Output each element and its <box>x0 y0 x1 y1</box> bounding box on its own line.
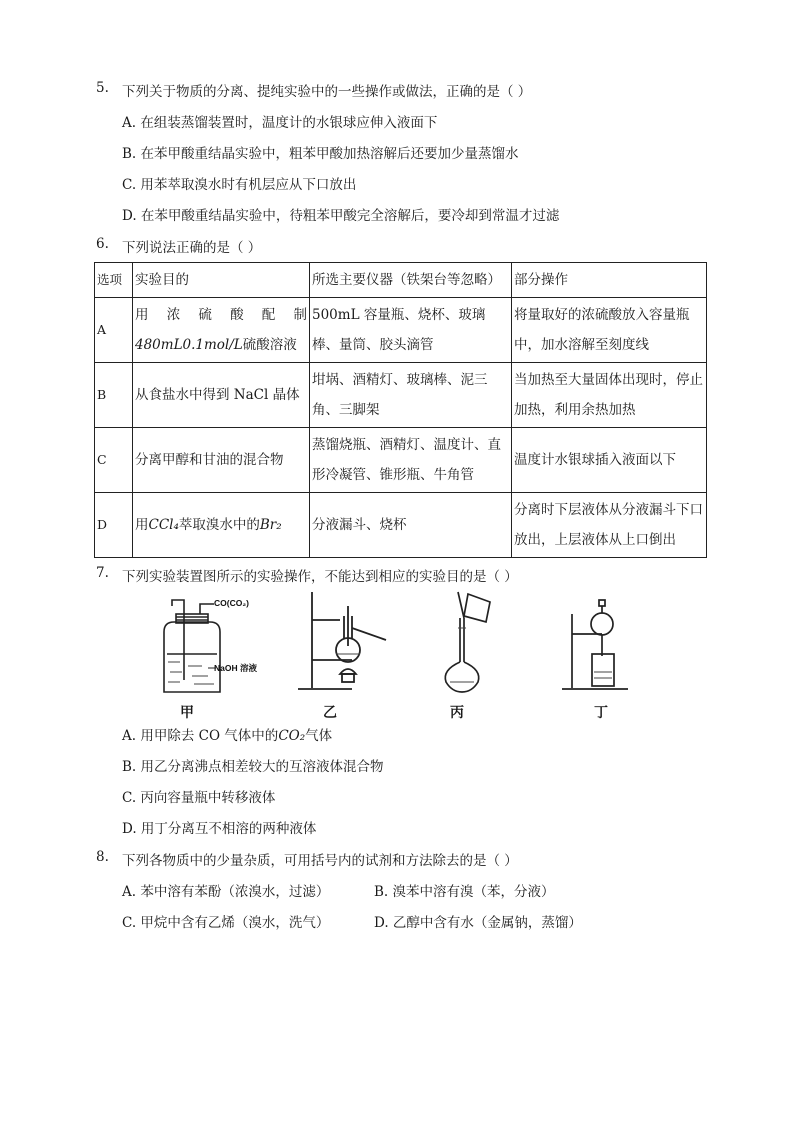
figure-label-yi: 乙 <box>323 705 337 721</box>
q8-option-b: B. 溴苯中溶有溴（苯，分液） <box>374 884 555 900</box>
purpose-math-br2: Br₂ <box>259 517 282 533</box>
solution-label: NaOH 溶液 <box>214 663 257 673</box>
purpose-pre: 用 <box>135 517 149 533</box>
q7-option-a-math: CO₂ <box>278 728 306 744</box>
q6-stem: 下列说法正确的是（ ） <box>122 240 262 256</box>
purpose-cell: 从食盐水中得到 NaCl 晶体 <box>133 363 310 428</box>
purpose-cell <box>133 493 310 558</box>
row-label: A <box>95 298 133 363</box>
q5-option-a: A. 在组装蒸馏装置时，温度计的水银球应伸入液面下 <box>122 115 438 131</box>
instruments-cell: 分液漏斗、烧杯 <box>310 493 512 558</box>
q7-option-a <box>122 724 332 744</box>
q7-option-a-pre: A. 用甲除去 CO 气体中的 <box>122 728 279 744</box>
header-cell: 部分操作 <box>512 263 707 298</box>
q7-option-c: C. 丙向容量瓶中转移液体 <box>122 790 276 806</box>
q5-number: 5. <box>96 80 109 96</box>
figure-label-bing: 丙 <box>450 705 464 721</box>
purpose-mid: 萃取溴水中的 <box>178 517 260 533</box>
table-row <box>95 428 707 493</box>
distillation-figure <box>292 588 392 694</box>
q5-option-c: C. 用苯萃取溴水时有机层应从下口放出 <box>122 177 357 193</box>
operation-cell: 温度计水银球插入液面以下 <box>512 428 707 493</box>
table-row <box>95 298 707 363</box>
q8-stem: 下列各物质中的少量杂质，可用括号内的试剂和方法除去的是（ ） <box>122 853 518 869</box>
purpose-cell: 分离甲醇和甘油的混合物 <box>133 428 310 493</box>
q8-number: 8. <box>96 849 109 865</box>
instruments-cell: 蒸馏烧瓶、酒精灯、温度计、直形冷凝管、锥形瓶、牛角管 <box>310 428 512 493</box>
q8-option-c: C. 甲烷中含有乙烯（溴水，洗气） <box>122 915 330 931</box>
q5-option-b: B. 在苯甲酸重结晶实验中，粗苯甲酸加热溶解后还要加少量蒸馏水 <box>122 146 519 162</box>
row-label: B <box>95 363 133 428</box>
instruments-cell: 500mL 容量瓶、烧杯、玻璃棒、量筒、胶头滴管 <box>310 298 512 363</box>
q6-number: 6. <box>96 236 109 252</box>
table-header-row <box>95 263 707 298</box>
purpose-math-ccl4: CCl₄ <box>148 517 179 533</box>
separatory-funnel-figure <box>558 594 638 694</box>
q8-option-d: D. 乙醇中含有水（金属钠，蒸馏） <box>374 915 582 931</box>
operation-cell: 将量取好的浓硫酸放入容量瓶中，加水溶解至刻度线 <box>512 298 707 363</box>
figure-label-jia: 甲 <box>180 705 194 721</box>
table-row <box>95 363 707 428</box>
q7-stem: 下列实验装置图所示的实验操作，不能达到相应的实验目的是（ ） <box>122 569 518 585</box>
row-label: C <box>95 428 133 493</box>
volumetric-flask-figure <box>428 588 508 696</box>
instruments-cell: 坩埚、酒精灯、玻璃棒、泥三角、三脚架 <box>310 363 512 428</box>
purpose-math: 480mL0.1mol/L <box>135 337 243 353</box>
header-cell: 选项 <box>95 263 133 298</box>
q8-option-a: A. 苯中溶有苯酚（浓溴水，过滤） <box>122 884 330 900</box>
operation-cell: 分离时下层液体从分液漏斗下口放出，上层液体从上口倒出 <box>512 493 707 558</box>
header-cell: 所选主要仪器（铁架台等忽略） <box>310 263 512 298</box>
header-cell: 实验目的 <box>133 263 310 298</box>
table-row <box>95 493 707 558</box>
gas-washing-bottle-figure <box>158 592 263 700</box>
row-label: D <box>95 493 133 558</box>
purpose-tail: 硫酸溶液 <box>242 337 297 353</box>
gas-label: CO(CO₂) <box>214 598 249 608</box>
q6-table <box>94 262 707 558</box>
q5-option-d: D. 在苯甲酸重结晶实验中，待粗苯甲酸完全溶解后，要冷却到常温才过滤 <box>122 208 560 224</box>
figure-label-ding: 丁 <box>594 705 608 721</box>
purpose-line: 用 浓 硫 酸 配 制 <box>135 307 307 323</box>
q7-number: 7. <box>96 565 109 581</box>
q7-option-d: D. 用丁分离互不相溶的两种液体 <box>122 821 317 837</box>
purpose-cell <box>133 298 310 363</box>
q7-option-a-post: 气体 <box>305 728 333 744</box>
q5-stem: 下列关于物质的分离、提纯实验中的一些操作或做法，正确的是（ ） <box>122 84 532 100</box>
operation-cell: 当加热至大量固体出现时，停止加热，利用余热加热 <box>512 363 707 428</box>
q7-option-b: B. 用乙分离沸点相差较大的互溶液体混合物 <box>122 759 384 775</box>
